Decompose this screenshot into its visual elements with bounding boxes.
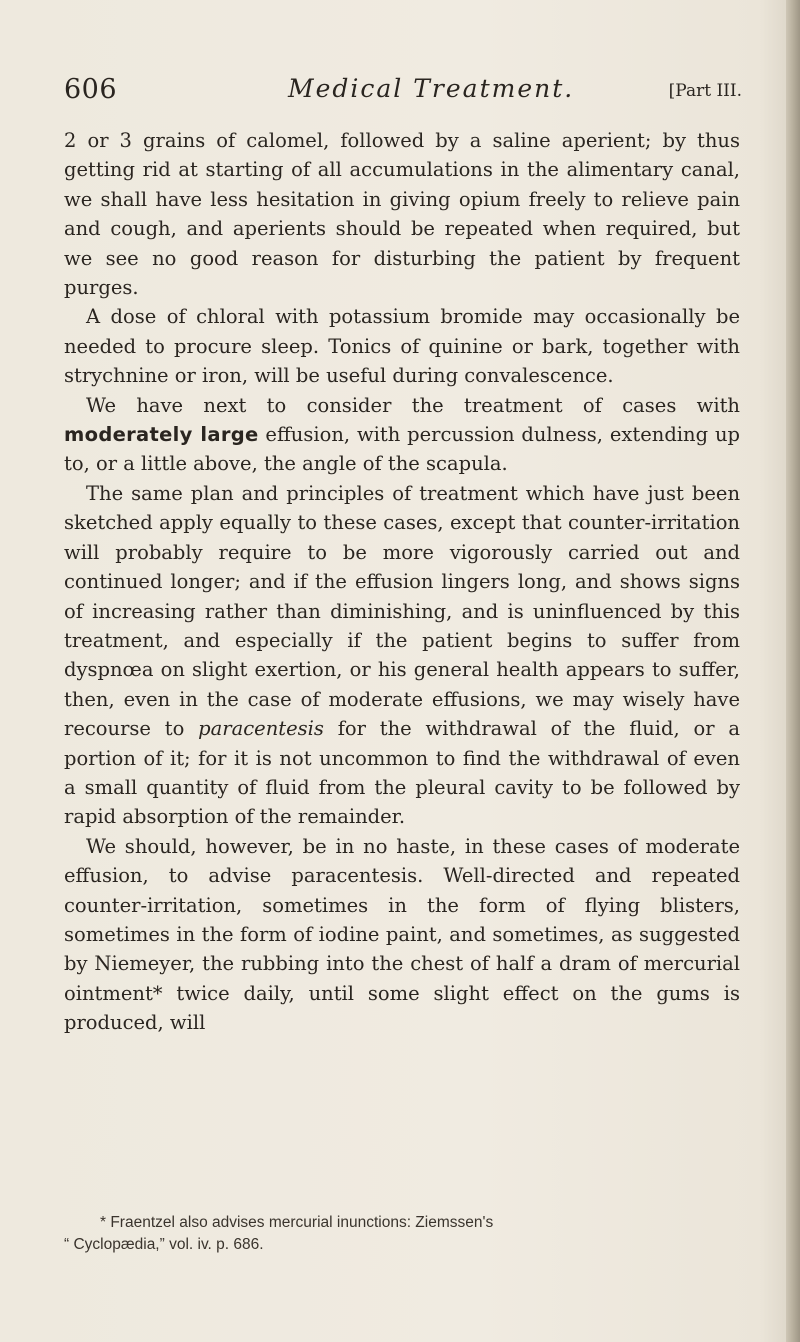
bold-term-moderately-large: moderately large: [64, 423, 259, 447]
italic-term-paracentesis: paracentesis: [198, 717, 324, 741]
paragraph-calomel: 2 or 3 grains of calomel, followed by a saline aperient; by thus getting rid at starting of all accumulations in the alimentary canal, we shall have less hesitation in giving opium freely to relieve pain and cough, and aperients should be repeated when required, but we see no good reason for disturbing the patient by frequent purges.: [64, 129, 740, 300]
part-label: [Part III.: [668, 81, 742, 101]
page-header: [64, 74, 744, 114]
footnote-line-1: * Fraentzel also advises mercurial inunctions: Ziemssen's: [100, 1214, 494, 1231]
body-text: [64, 126, 740, 1038]
running-title: Medical Treatment.: [288, 74, 575, 103]
page-edge-shadow: [786, 0, 800, 1342]
footnote-line-2: “ Cyclopædia,” vol. iv. p. 686.: [64, 1236, 264, 1253]
page-number: 606: [64, 74, 118, 105]
p3-text-before: We have next to consider the treatment of cases with: [86, 393, 740, 417]
paragraph-no-haste: We should, however, be in no haste, in these cases of moderate effusion, to advise paracentesis. Well-directed and repeated counter-irritation, sometimes in the form of flying blisters, sometimes in the form of iodine paint, and sometimes, as suggested by Niemeyer, the rubbing into the chest of half a dram of mercurial ointment* twice daily, until some slight effect on the gums is produced, will: [64, 834, 740, 1035]
paragraph-same-plan: [64, 479, 740, 832]
paragraph-chloral: A dose of chloral with potassium bromide may occasionally be needed to procure sleep. Tonics of quinine or bark, together with strychnine or iron, will be useful during convalescence.: [64, 305, 740, 388]
p3-text-after: effusion, with percussion dulness, extending up to, or a little above, the angle of the scapula.: [64, 423, 740, 476]
paragraph-moderate-effusion: [64, 391, 740, 479]
footnote: [64, 1212, 740, 1256]
p4-text-before: The same plan and principles of treatment which have just been sketched apply equally to these cases, except that counter-irritation will probably require to be more vigorously carried out and continued longer; and if the effusion lingers long, and shows signs of increasing rather than diminishing, and is uninfluenced by this treatment, and especially if the patient begins to suffer from dyspnœa on slight exertion, or his general health appears to suffer, then, even in the case of moderate effusions, we may wisely have recourse to: [64, 481, 740, 741]
p4-text-after: for the withdrawal of the fluid, or a portion of it; for it is not uncommon to find the withdrawal of even a small quantity of fluid from the pleural cavity to be followed by rapid absorption of the remainder.: [64, 717, 740, 829]
